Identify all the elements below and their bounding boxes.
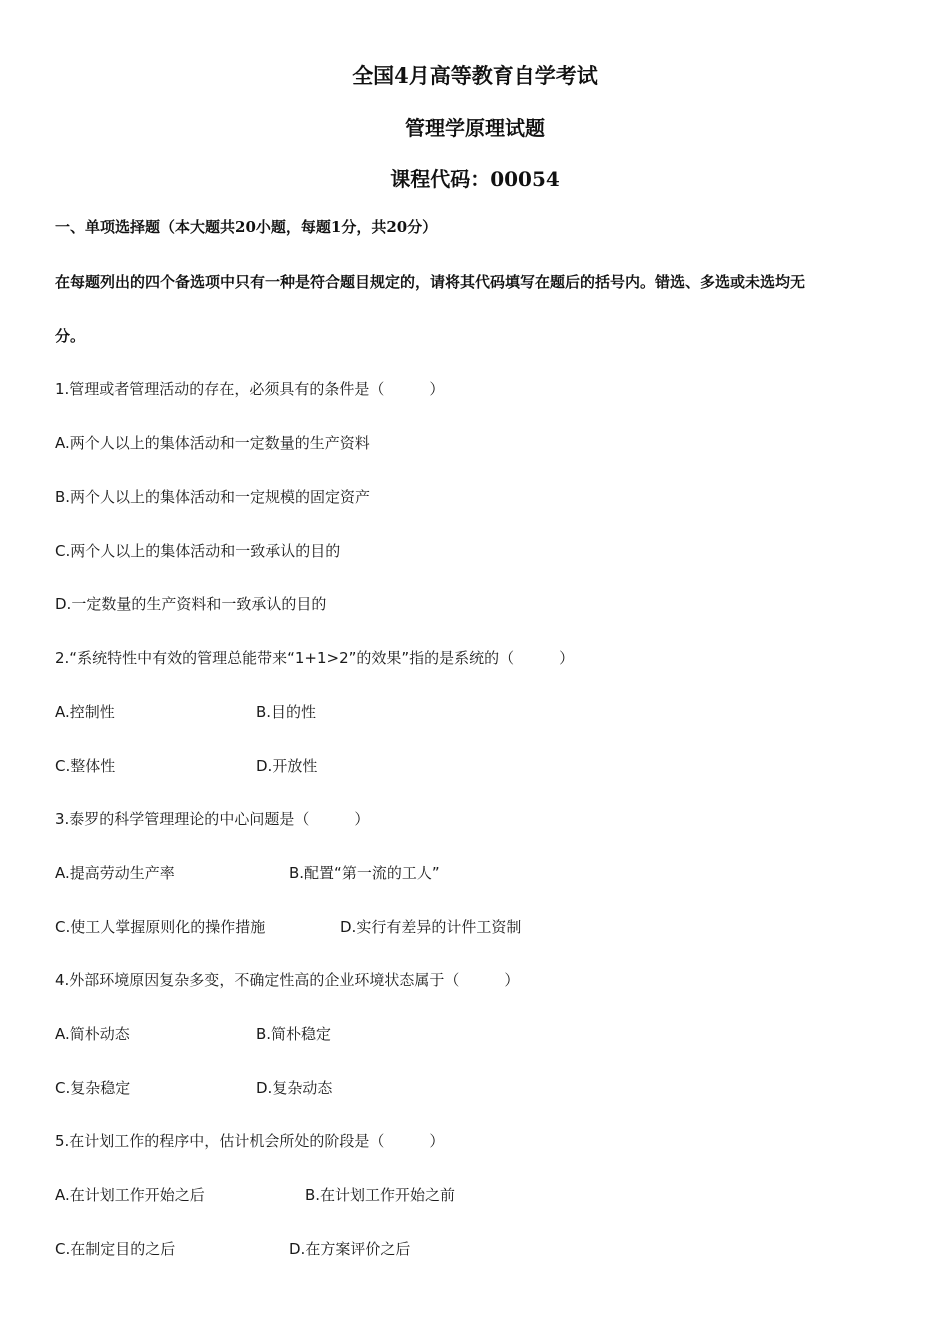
question-option: A.在计划工作开始之后 — [55, 1186, 205, 1204]
section-instruction-end: 分。 — [55, 327, 86, 345]
question-option: A.简朴动态 — [55, 1025, 130, 1043]
question-option: B.配置“第一流的工人” — [289, 864, 440, 882]
section-heading: 一、单项选择题（本大题共20小题，每题1分，共20分） — [55, 218, 438, 236]
question-option: D.复杂动态 — [256, 1079, 333, 1097]
question-option: D.在方案评价之后 — [289, 1240, 411, 1258]
question-option: C.使工人掌握原则化的操作措施 — [55, 918, 266, 936]
question-option: D.实行有差异的计件工资制 — [340, 918, 522, 936]
question-option: C.整体性 — [55, 757, 116, 775]
question-option: B.目的性 — [256, 703, 317, 721]
question-option: A.两个人以上的集体活动和一定数量的生产资料 — [55, 434, 370, 452]
question-option: D.一定数量的生产资料和一致承认的目的 — [55, 595, 327, 613]
question-stem: 1.管理或者管理活动的存在，必须具有的条件是（ ） — [55, 380, 445, 398]
question-stem: 5.在计划工作的程序中，估计机会所处的阶段是（ ） — [55, 1132, 445, 1150]
question-option: C.在制定目的之后 — [55, 1240, 176, 1258]
question-option: A.提高劳动生产率 — [55, 864, 175, 882]
section-instruction: 在每题列出的四个备选项中只有一种是符合题目规定的，请将其代码填写在题后的括号内。错选、多选或未选均无 — [55, 273, 806, 291]
question-stem: 2.“系统特性中有效的管理总能带来“1+1>2”的效果”指的是系统的（ ） — [55, 649, 575, 667]
question-option: D.开放性 — [256, 757, 318, 775]
exam-title: 全国4月高等教育自学考试 — [352, 63, 598, 88]
question-option: C.两个人以上的集体活动和一致承认的目的 — [55, 542, 341, 560]
question-option: C.复杂稳定 — [55, 1079, 131, 1097]
question-option: A.控制性 — [55, 703, 115, 721]
course-code: 课程代码：00054 — [390, 167, 560, 191]
question-stem: 3.泰罗的科学管理理论的中心问题是（ ） — [55, 810, 370, 828]
question-stem: 4.外部环境原因复杂多变，不确定性高的企业环境状态属于（ ） — [55, 971, 520, 989]
question-option: B.两个人以上的集体活动和一定规模的固定资产 — [55, 488, 371, 506]
question-option: B.在计划工作开始之前 — [305, 1186, 456, 1204]
question-option: B.简朴稳定 — [256, 1025, 332, 1043]
subject-title: 管理学原理试题 — [405, 116, 545, 140]
